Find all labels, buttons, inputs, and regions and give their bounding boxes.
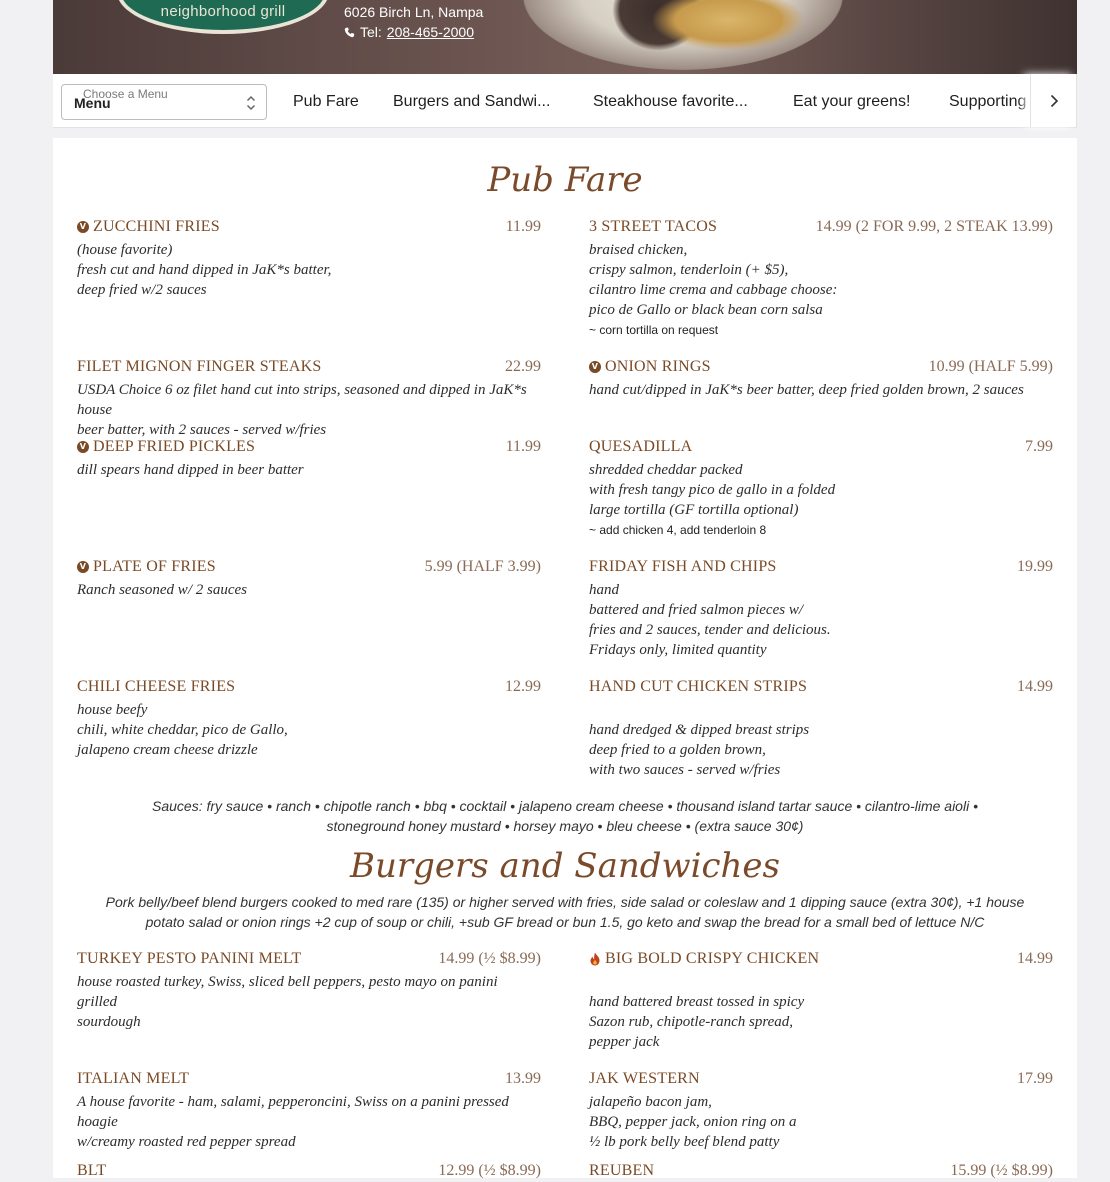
menu-item-description-line: large tortilla (GF tortilla optional) — [589, 502, 799, 518]
menu-item-name-text: TURKEY PESTO PANINI MELT — [77, 950, 302, 967]
menu-item[interactable] — [589, 558, 1053, 660]
menu-item-price: 5.99 (HALF 3.99) — [424, 558, 541, 575]
menu-item-name-text: ITALIAN MELT — [77, 1070, 190, 1087]
menu-item-description-line: house beefy — [77, 702, 148, 718]
menu-item-name — [589, 438, 692, 456]
menu-item-description-line: BBQ, pepper jack, onion ring on a — [589, 1114, 797, 1130]
menu-item-description-line: (house favorite) — [77, 242, 173, 258]
menu-item[interactable] — [589, 950, 1053, 1052]
menu-item-name-text: FRIDAY FISH AND CHIPS — [589, 558, 777, 575]
menu-item-name-text: BLT — [77, 1162, 107, 1179]
menu-item[interactable] — [589, 218, 1053, 337]
menu-item-description — [77, 240, 541, 300]
logo-text: neighborhood grill — [160, 3, 286, 20]
menu-item-note: ~ corn tortilla on request — [589, 323, 719, 337]
menu-item-price: 12.99 (½ $8.99) — [438, 1162, 541, 1179]
menu-item-name-text: 3 STREET TACOS — [589, 218, 718, 235]
menu-item-description-line: pico de Gallo or black bean corn salsa — [589, 302, 823, 318]
select-arrows-icon — [246, 94, 256, 112]
menu-item-header — [77, 218, 541, 238]
flame-icon — [589, 952, 601, 966]
restaurant-logo — [117, 0, 329, 34]
menu-item-name — [77, 358, 321, 376]
tab-burgers-and-sandwiches[interactable]: Burgers and Sandwi... — [393, 93, 551, 110]
menu-item-name-text: DEEP FRIED PICKLES — [93, 438, 256, 455]
menu-item-name-text: FILET MIGNON FINGER STEAKS — [77, 358, 322, 375]
restaurant-address: 6026 Birch Ln, Nampa — [344, 4, 484, 20]
menu-item-description-line: crispy salmon, tenderloin (+ $5), — [589, 262, 789, 278]
menu-item-description-line: beer batter, with 2 sauces - served w/fries — [77, 422, 327, 438]
menu-item-name — [589, 358, 711, 376]
menu-item-name-text: JAK WESTERN — [589, 1070, 700, 1087]
menu-item[interactable] — [589, 1070, 1053, 1152]
menu-item-name — [77, 1070, 189, 1088]
section-title-burgers: Burgers and Sandwiches — [350, 846, 780, 886]
menu-item-header — [589, 438, 1053, 458]
menu-content — [53, 138, 1077, 1178]
sauces-line: stoneground honey mustard • horsey mayo • bleu cheese • (extra sauce 30¢) — [326, 818, 804, 834]
menu-item-header — [589, 358, 1053, 378]
menu-item-description-line: with fresh tangy pico de gallo in a folded — [589, 482, 836, 498]
menu-item-description — [589, 1092, 1053, 1152]
menu-item-price: 7.99 — [1025, 438, 1053, 455]
menu-item-header — [589, 1162, 1053, 1182]
menu-item-name — [589, 558, 777, 576]
menu-item-name — [589, 1162, 654, 1180]
menu-item-price: 11.99 — [505, 438, 541, 455]
menu-item-description — [77, 972, 541, 1032]
menu-item-description-line: jalapeno cream cheese drizzle — [77, 742, 258, 758]
tab-supporting[interactable]: Supporting — [949, 93, 1027, 110]
menu-item-note: ~ add chicken 4, add tenderloin 8 — [589, 523, 767, 537]
menu-item-description-line: cilantro lime crema and cabbage choose: — [589, 282, 838, 298]
menu-item-description — [589, 972, 1053, 1052]
menu-item-name-text: QUESADILLA — [589, 438, 693, 455]
menu-item-description — [77, 380, 541, 440]
menu-item-header — [77, 1070, 541, 1090]
menu-item-price: 19.99 — [1017, 558, 1053, 575]
menu-item-name-text: ZUCCHINI FRIES — [93, 218, 220, 235]
hero-banner — [53, 0, 1077, 74]
menu-item-price: 12.99 — [505, 678, 541, 695]
menu-item[interactable] — [589, 438, 1053, 537]
menu-item-name — [77, 438, 255, 456]
sauces-note — [93, 796, 1037, 836]
menu-item-description-line: hand dredged & dipped breast strips — [589, 722, 810, 738]
menu-item-price: 14.99 (2 FOR 9.99, 2 STEAK 13.99) — [815, 218, 1053, 235]
menu-item-description-line: Ranch seasoned w/ 2 sauces — [77, 582, 247, 598]
menu-item-header — [589, 1070, 1053, 1090]
menu-item-description — [77, 1092, 541, 1152]
menu-item-description-line — [589, 972, 1053, 992]
menu-item-description — [589, 460, 1053, 520]
menu-item-header — [589, 950, 1053, 970]
menu-item-header — [77, 358, 541, 378]
v-leaf-icon: V — [77, 441, 89, 453]
menu-item-description-line: braised chicken, — [589, 242, 688, 258]
menu-item-description-line: deep fried w/2 sauces — [77, 282, 207, 298]
menu-item-header — [77, 678, 541, 698]
menu-item-description — [77, 460, 541, 480]
phone-icon — [344, 27, 355, 38]
menu-item-description-line: deep fried to a golden brown, — [589, 742, 766, 758]
menu-item-name — [589, 1070, 700, 1088]
menu-item-header — [77, 950, 541, 970]
menu-item-name-text: ONION RINGS — [605, 358, 711, 375]
burgers-description — [73, 892, 1057, 932]
menu-item-header — [589, 678, 1053, 698]
menu-item[interactable] — [77, 358, 541, 440]
menu-item-description-line — [589, 700, 1053, 720]
menu-item[interactable] — [589, 1162, 1053, 1182]
menu-item-description — [589, 580, 1053, 660]
menu-item-name — [77, 558, 216, 576]
menu-item-header — [77, 558, 541, 578]
menu-item-price: 14.99 — [1017, 950, 1053, 967]
menu-item-description-line: shredded cheddar packed — [589, 462, 743, 478]
menu-item-description-line: chili, white cheddar, pico de Gallo, — [77, 722, 288, 738]
menu-item[interactable] — [77, 1070, 541, 1152]
menu-item-description-line: house roasted turkey, Swiss, sliced bell peppers, pesto mayo on panini grilled — [77, 974, 498, 1010]
menu-item-name-text: HAND CUT CHICKEN STRIPS — [589, 678, 808, 695]
menu-tabs — [281, 74, 1041, 127]
sauces-line: Sauces: fry sauce • ranch • chipotle ranch • bbq • cocktail • jalapeno cream cheese • thousand island tartar sauce • cilantro-lime aioli • — [152, 798, 978, 814]
tel-link[interactable]: 208-465-2000 — [386, 24, 474, 40]
burgers-description-line: Pork belly/beef blend burgers cooked to med rare (135) or higher served with fries, side salad or coleslaw and 1 dipping sauce (extra 30¢), +1 house — [105, 894, 1025, 910]
tel-label: Tel: — [360, 24, 382, 40]
menu-item-description-line: ½ lb pork belly beef blend patty — [589, 1134, 780, 1150]
menu-item[interactable] — [77, 558, 541, 600]
menu-item-description-line: fries and 2 sauces, tender and delicious. — [589, 622, 831, 638]
menu-item-header — [77, 438, 541, 458]
menu-item-description-line: sourdough — [77, 1014, 141, 1030]
menu-item-description — [589, 240, 1053, 320]
menu-item-price: 13.99 — [505, 1070, 541, 1087]
menu-item-description-line: fresh cut and hand dipped in JaK*s batter, — [77, 262, 332, 278]
menu-item[interactable] — [589, 678, 1053, 780]
choose-menu-value: Menu — [74, 95, 111, 111]
menu-item-price: 17.99 — [1017, 1070, 1053, 1087]
menu-item-price: 11.99 — [505, 218, 541, 235]
menu-item-description — [589, 380, 1053, 400]
section-title-pub-fare: Pub Fare — [487, 160, 643, 200]
menu-item-description-line: w/creamy roasted red pepper spread — [77, 1134, 296, 1150]
tab-pub-fare[interactable]: Pub Fare — [293, 93, 359, 110]
chevron-right-icon — [1047, 94, 1061, 108]
menu-item-description — [77, 700, 541, 760]
menu-item-price: 14.99 (½ $8.99) — [438, 950, 541, 967]
choose-menu-select[interactable] — [61, 84, 267, 120]
menu-item[interactable] — [77, 438, 541, 480]
menu-item[interactable] — [77, 1162, 541, 1182]
tab-eat-your-greens[interactable]: Eat your greens! — [793, 93, 911, 110]
menu-item[interactable] — [77, 218, 541, 300]
menu-item-price: 15.99 (½ $8.99) — [950, 1162, 1053, 1179]
menu-item[interactable] — [589, 358, 1053, 400]
menu-item-description-line: Sazon rub, chipotle-ranch spread, — [589, 1014, 794, 1030]
menu-item-description-line: dill spears hand dipped in beer batter — [77, 462, 304, 478]
restaurant-phone — [344, 24, 474, 40]
menu-item-name — [589, 218, 717, 236]
menu-navigation-bar — [53, 74, 1077, 128]
menu-item-name — [77, 1162, 106, 1180]
tabs-next-button[interactable] — [1030, 74, 1077, 127]
menu-item-description-line: jalapeño bacon jam, — [589, 1094, 712, 1110]
choose-menu-label: Choose a Menu — [83, 87, 168, 101]
menu-item-header — [589, 558, 1053, 578]
menu-item-price: 10.99 (HALF 5.99) — [928, 358, 1053, 375]
menu-item-description-line: USDA Choice 6 oz filet hand cut into strips, seasoned and dipped in JaK*s house — [77, 382, 527, 418]
burgers-description-line: potato salad or onion rings +2 cup of soup or chili, +sub GF bread or bun 1.5, go keto and swap the bread for a small bed of lettuce N/C — [145, 914, 985, 930]
menu-item-description-line: Fridays only, limited quantity — [589, 642, 767, 658]
menu-item-name-text: PLATE OF FRIES — [93, 558, 216, 575]
menu-item-description-line: with two sauces - served w/fries — [589, 762, 781, 778]
v-leaf-icon: V — [77, 221, 89, 233]
menu-item-description-line: hand cut/dipped in JaK*s beer batter, deep fried golden brown, 2 sauces — [589, 382, 1024, 398]
menu-item-price: 14.99 — [1017, 678, 1053, 695]
menu-item-name-text: REUBEN — [589, 1162, 655, 1179]
menu-item-name — [77, 678, 235, 696]
menu-item-description — [77, 580, 541, 600]
menu-item-description-line: battered and fried salmon pieces w/ — [589, 602, 803, 618]
menu-item[interactable] — [77, 950, 541, 1032]
menu-item-name-text: BIG BOLD CRISPY CHICKEN — [605, 950, 820, 967]
menu-item-name — [77, 950, 302, 968]
menu-item-name-text: CHILI CHEESE FRIES — [77, 678, 236, 695]
tab-steakhouse-favorites[interactable]: Steakhouse favorite... — [593, 93, 748, 110]
menu-item-price: 22.99 — [505, 358, 541, 375]
menu-item-description-line: A house favorite - ham, salami, pepperoncini, Swiss on a panini pressed hoagie — [77, 1094, 509, 1130]
hero-fries-photo — [653, 0, 803, 50]
menu-item-header — [77, 1162, 541, 1182]
menu-item-header — [589, 218, 1053, 238]
menu-item-description-line: pepper jack — [589, 1034, 660, 1050]
menu-item-name — [589, 678, 807, 696]
v-leaf-icon: V — [589, 361, 601, 373]
menu-item-name — [77, 218, 220, 236]
menu-item-name — [589, 950, 819, 968]
menu-item-description-line: hand — [589, 582, 619, 598]
menu-item-description-line: hand battered breast tossed in spicy — [589, 994, 805, 1010]
v-leaf-icon: V — [77, 561, 89, 573]
menu-item[interactable] — [77, 678, 541, 760]
menu-item-description — [589, 700, 1053, 780]
